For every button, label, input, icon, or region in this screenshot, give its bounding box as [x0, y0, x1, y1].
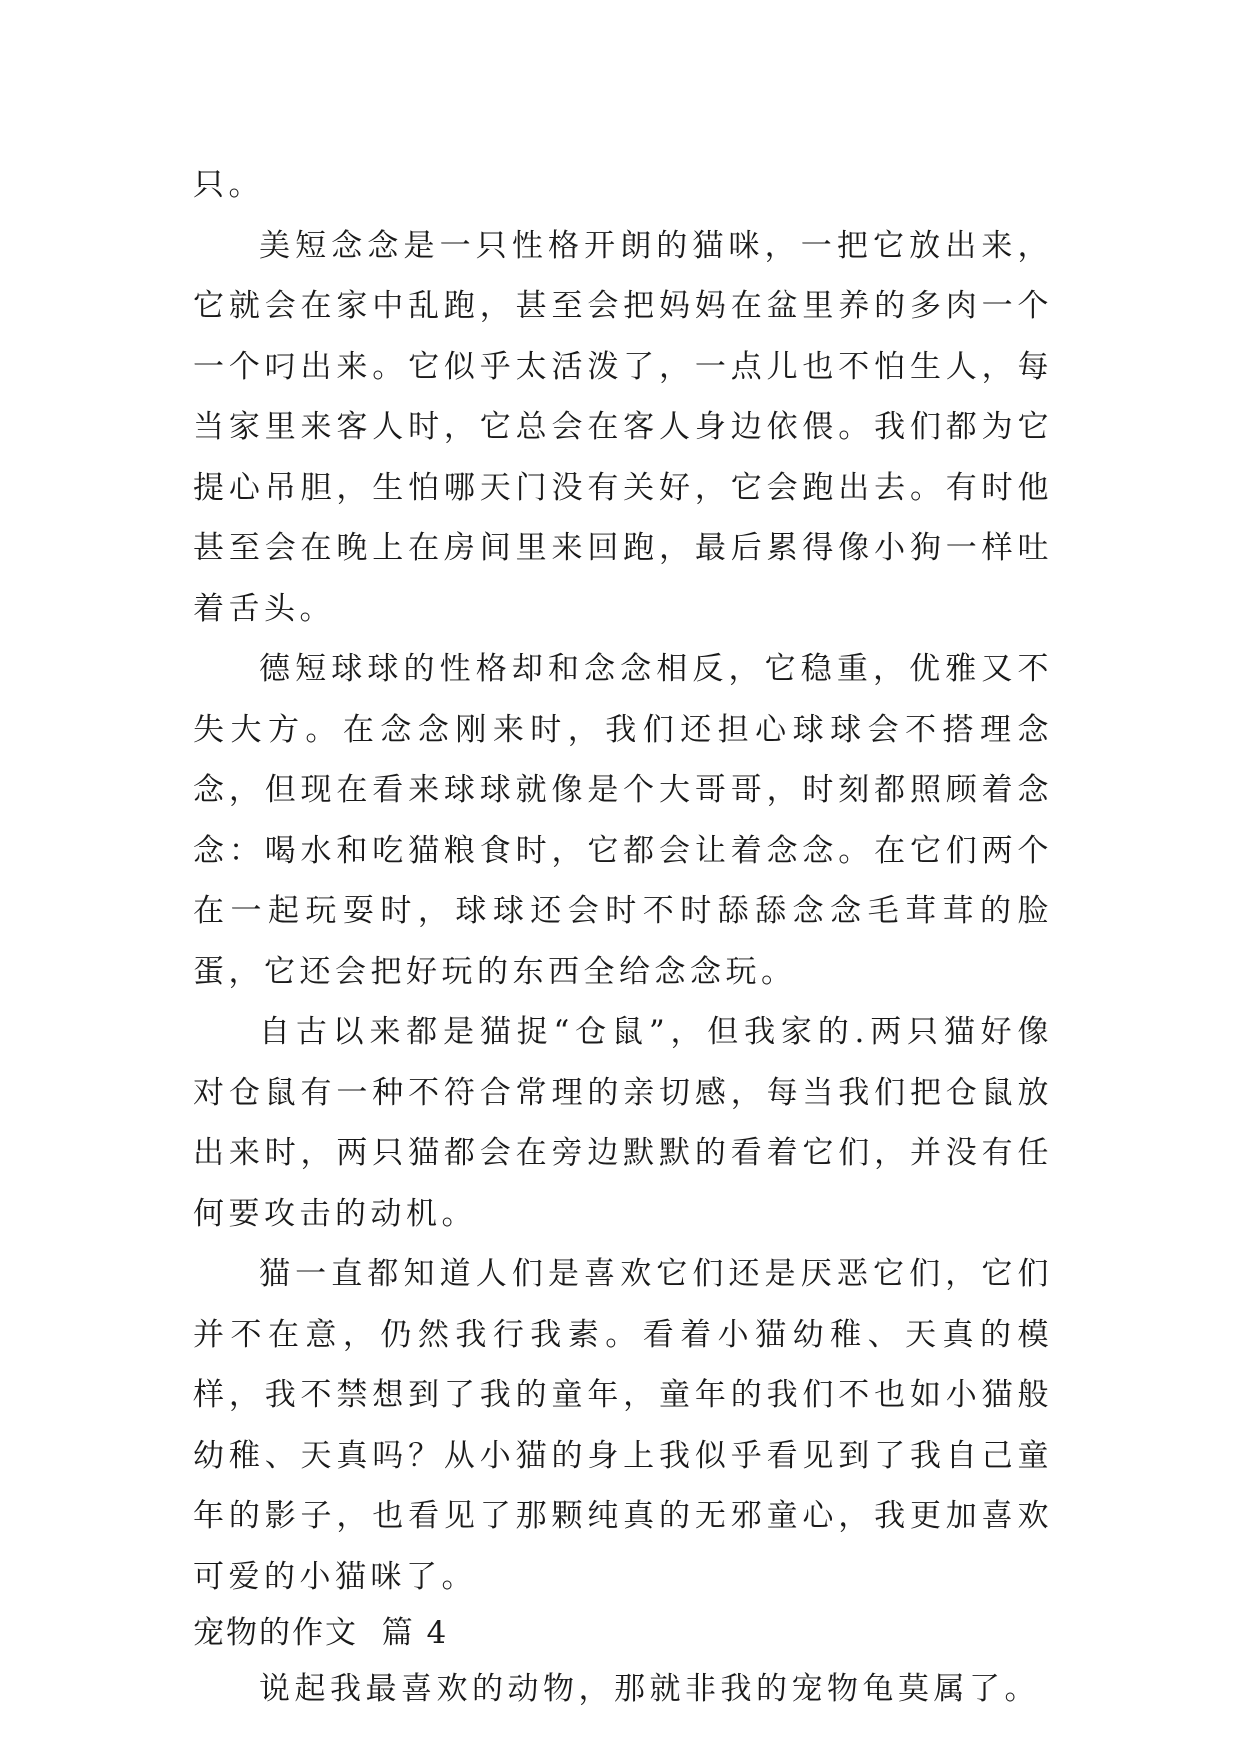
section-heading: 宠物的作文 篇 4: [193, 1615, 449, 1651]
paragraph-meiduan: 美短念念是一只性格开朗的猫咪，一把它放出来，它就会在家中乱跑，甚至会把妈妈在盆里养的多肉一个一个叼出来。它似乎太活泼了，一点儿也不怕生人，每当家里来客人时，它总会在客人身边依偎。我们都为它提心吊胆，生怕哪天门没有关好，它会跑出去。有时他甚至会在晚上在房间里来回跑，最后累得像小狗一样吐着舌头。: [193, 227, 1053, 627]
paragraph-continuation: 只。: [193, 167, 264, 203]
document-body: [193, 155, 1053, 1720]
paragraph-hamster: 自古以来都是猫捉“仓鼠”，但我家的.两只猫好像对仓鼠有一种不符合常理的亲切感，每当我们把仓鼠放出来时，两只猫都会在旁边默默的看着它们，并没有任何要攻击的动机。: [193, 1014, 1053, 1232]
paragraph-turtle: 说起我最喜欢的动物，那就非我的宠物龟莫属了。: [259, 1671, 1040, 1707]
paragraph-deduan: 德短球球的性格却和念念相反，它稳重，优雅又不失大方。在念念刚来时，我们还担心球球会不搭理念念，但现在看来球球就像是个大哥哥，时刻都照顾着念念：喝水和吃猫粮食时，它都会让着念念。在它们两个在一起玩耍时，球球还会时不时舔舔念念毛茸茸的脸蛋，它还会把好玩的东西全给念念玩。: [193, 651, 1053, 990]
paragraph-childhood: 猫一直都知道人们是喜欢它们还是厌恶它们，它们并不在意，仍然我行我素。看着小猫幼稚、天真的模样，我不禁想到了我的童年，童年的我们不也如小猫般幼稚、天真吗？从小猫的身上我似乎看见到了我自己童年的影子，也看见了那颗纯真的无邪童心，我更加喜欢可爱的小猫咪了。: [193, 1256, 1053, 1595]
